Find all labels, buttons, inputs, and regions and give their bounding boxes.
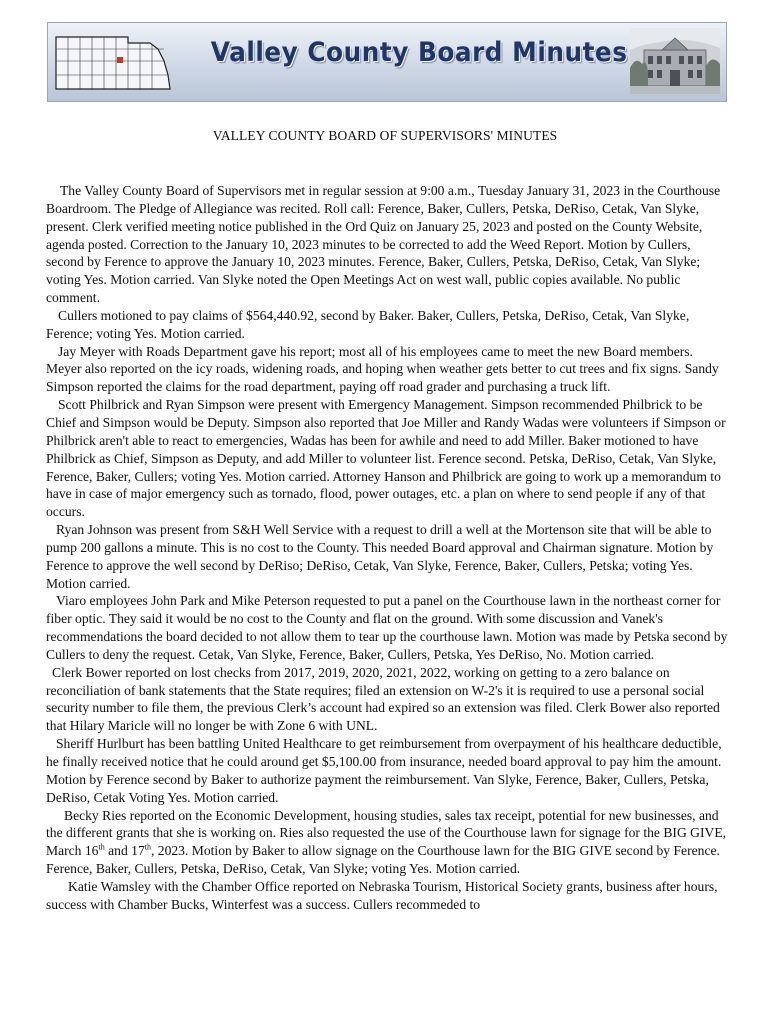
paragraph: Cullers motioned to pay claims of $564,440.92, second by Baker. Baker, Cullers, Petska, DeRiso, Cetak, Van Slyke, Ference; voting Yes. Motion carried. — [46, 307, 690, 341]
paragraph-text: Becky Ries reported on the Economic Development, housing studies, sales tax receipt, potential for new businesses, and the different grants that she is working on. Ries also requested the use of the Courthouse lawn for signage for the BIG GIVE, March 16 — [46, 807, 727, 859]
paragraph — [46, 807, 730, 878]
nebraska-county-map-icon — [54, 31, 174, 95]
courthouse-building-icon — [630, 28, 720, 94]
paragraph: Ryan Johnson was present from S&H Well Service with a request to drill a well at the Mortenson site that will be able to pump 200 gallons a minute. This is no cost to the County. This needed Board approval and Chairman signature. Motion by Ference to approve the well second by DeRiso; DeRiso, Cetak, Van Slyke, Ference, Baker, Cullers, Petska; voting Yes. Motion carried. — [46, 522, 714, 591]
paragraph: The Valley County Board of Supervisors met in regular session at 9:00 a.m., Tuesday January 31, 2023 in the Courthouse Boardroom. The Pledge of Allegiance was recited. Roll call: Ference, Baker, Cullers, Petska, DeRiso, Cetak, Van Slyke, present. Clerk verified meeting notice published in the Ord Quiz on January 25, 2023 and posted on the County Website, agenda posted. Correction to the January 10, 2023 minutes to be corrected to add the Weed Report. Motion by Cullers, second by Ference to approve the January 10, 2023 minutes. Ference, Baker, Cullers, Petska, DeRiso, Cetak, Van Slyke; voting Yes. Motion carried. Van Slyke noted the Open Meetings Act on west wall, public copies available. No public comment. — [46, 183, 721, 306]
paragraph-text: , 2023. Motion by Baker to allow signage on the Courthouse lawn for the BIG GIVE second by Ference. Ference, Baker, Cullers, Petska, DeRiso, Cetak, Van Slyke; voting Yes. Motion carried. — [46, 843, 720, 877]
header-banner — [47, 22, 727, 102]
paragraph: Katie Wamsley with the Chamber Office reported on Nebraska Tourism, Historical Society grants, business after hours, success with Chamber Bucks, Winterfest was a success. Cullers recommeded to — [46, 878, 718, 912]
paragraph: Viaro employees John Park and Mike Peterson requested to put a panel on the Courthouse lawn in the northeast corner for fiber optic. They said it would be no cost to the County and flat on the ground. With some discussion and Vanek's recommendations the board decided to not allow them to tear up the courthouse lawn. Motion was made by Petska second by Cullers to deny the request. Cetak, Van Slyke, Ference, Baker, Cullers, Petska, Yes DeRiso, No. Motion carried. — [46, 593, 728, 662]
paragraph: Sheriff Hurlburt has been battling United Healthcare to get reimbursement from overpayment of his healthcare deductible, he finally received notice that he could around get $5,100.00 from insurance, needed board approval to pay him the amount. Motion by Ference second by Baker to authorize payment the reimbursement. Van Slyke, Ference, Baker, Cullers, Petska, DeRiso, Cetak Voting Yes. Motion carried. — [46, 736, 722, 805]
banner-title: Valley County Board Minutes — [210, 37, 628, 68]
paragraph-text: and 17 — [104, 843, 145, 859]
superscript: th — [98, 842, 105, 852]
superscript: th — [144, 842, 151, 852]
paragraph: Scott Philbrick and Ryan Simpson were present with Emergency Management. Simpson recommended Philbrick to be Chief and Simpson would be Deputy. Simpson also reported that Joe Miller and Randy Wadas were volunteers if Simpson or Philbrick aren't able to react to emergencies, Wadas has been for awhile and need to add Miller. Baker motioned to have Philbrick as Chief, Simpson as Deputy, and add Miller to volunteer list. Ference second. Petska, DeRiso, Cetak, Van Slyke, Ference, Baker, Cullers; voting Yes. Motion carried. Attorney Hanson and Philbrick are going to work up a memorandum to have in case of major emergency such as tornado, flood, power outages, etc. a plan on where to send people if any of that occurs. — [46, 397, 726, 520]
paragraph: Jay Meyer with Roads Department gave his report; most all of his employees came to meet the new Board members. Meyer also reported on the icy roads, widening roads, and hoping when weather gets better to cut trees and fix signs. Sandy Simpson reported the claims for the road department, paying off road grader and purchasing a truck lift. — [46, 343, 719, 395]
minutes-body — [46, 182, 730, 914]
document-title: VALLEY COUNTY BOARD OF SUPERVISORS' MINUTES — [212, 128, 558, 143]
paragraph: Clerk Bower reported on lost checks from 2017, 2019, 2020, 2021, 2022, working on getting to a zero balance on reconciliation of bank statements that the State requires; filed an extension on W-2's it is required to use a personal social security number to file them, the previous Clerk’s account had expired so an extension was filed. Clerk Bower also reported that Hilary Maricle will no longer be with Zone 6 with UNL. — [46, 664, 720, 734]
